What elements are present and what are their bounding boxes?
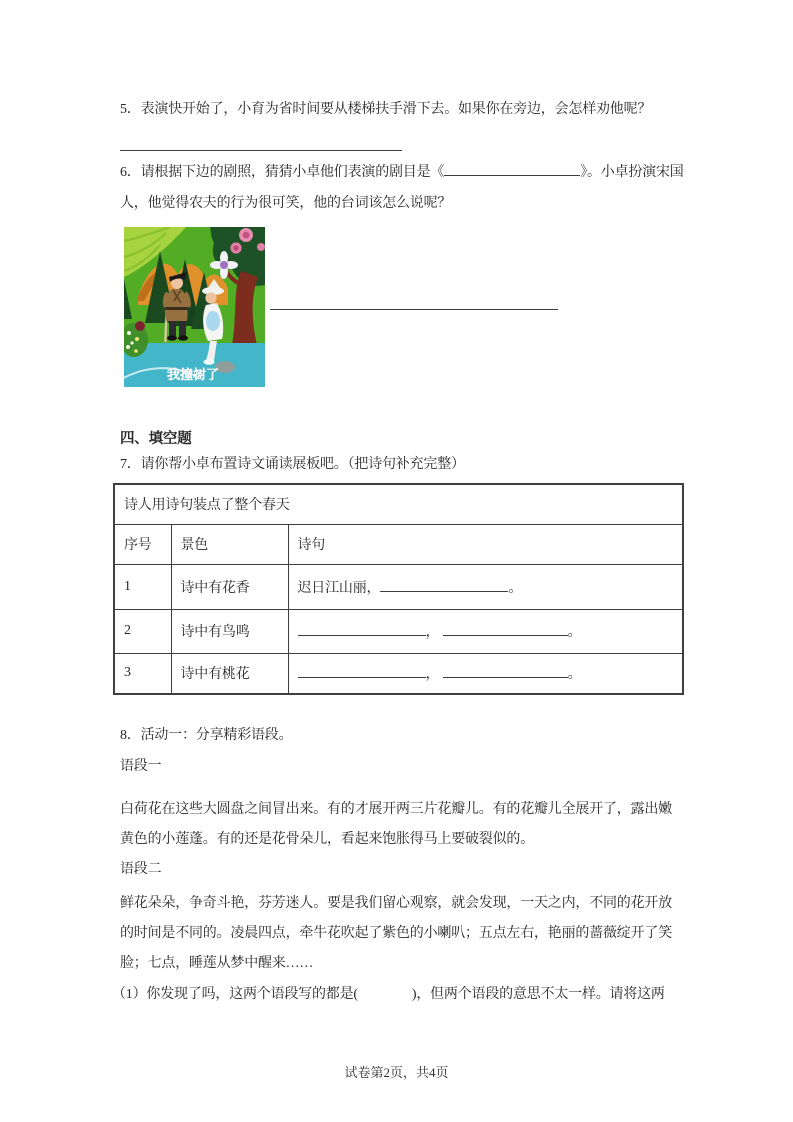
row-scene: 诗中有桃花 [171,653,288,694]
column-header-number: 序号 [114,524,171,564]
table-row [114,564,683,609]
row-verse: 迟日江山丽， 。 [288,564,683,609]
photo-caption: 我撞树了 [166,367,220,382]
table-caption-row [114,484,683,524]
passage-2-label: 语段二 [120,862,162,877]
row-number: 2 [114,609,171,653]
question-6-text [120,157,684,219]
row-number: 3 [114,653,171,694]
verse-blank [443,621,568,636]
drama-photo [124,227,265,387]
section-4-heading: 四、填空题 [120,431,192,447]
question-5-text: 5．表演快开始了，小育为省时间要从楼梯扶手滑下去。如果你在旁边，会怎样劝他呢？ [120,102,652,117]
question-8-title: 8．活动一：分享精彩语段。 [120,728,293,743]
table-row [114,653,683,694]
question-8-sub1: （1）你发现了吗，这两个语段写的都是( )，但两个语段的意思不太一样。请将这两 [112,987,665,1002]
table-row [114,609,683,653]
question-6-line2: 人，他觉得农夫的行为很可笑，他的台词该怎么说呢？ [120,196,452,211]
table-caption-cell: 诗人用诗句装点了整个春天 [114,484,683,524]
question-6-answer-line [270,309,558,310]
question-7-text: 7．请你帮小卓布置诗文诵读展板吧。（把诗句补充完整） [120,457,465,472]
verse-blank [380,577,508,592]
verse-blank [298,621,426,636]
column-header-scene: 景色 [171,524,288,564]
page-footer: 试卷第2页，共4页 [344,1065,449,1080]
verse-blank [298,663,426,678]
row-verse: ， 。 [288,609,683,653]
passage-1-label: 语段一 [120,759,162,774]
question-6-line1: 6．请根据下边的剧照，猜猜小卓他们表演的剧目是《 》。小卓扮演宋国 [120,157,680,188]
passage-2-text: 鲜花朵朵，争奇斗艳，芬芳迷人。要是我们留心观察，就会发现，一天之内，不同的花开放 的时间是不同的。凌晨四点，牵牛花吹起了紫色的小喇叭；五点左右，艳丽的蔷薇绽开了笑 脸；七点，睡莲从梦中醒来…… [120,896,672,971]
question-6-title-blank [444,161,580,176]
row-scene: 诗中有鸟鸣 [171,609,288,653]
verse-blank [443,663,568,678]
row-verse: ， 。 [288,653,683,694]
poem-table [113,483,684,695]
row-number: 1 [114,564,171,609]
column-header-verse: 诗句 [288,524,683,564]
question-5-answer-line [120,150,402,151]
table-header-row [114,524,683,564]
passage-1-text: 白荷花在这些大圆盘之间冒出来。有的才展开两三片花瓣儿。有的花瓣儿全展开了，露出嫩 黄色的小莲蓬。有的还是花骨朵儿，看起来饱胀得马上要破裂似的。 [120,802,672,847]
row-scene: 诗中有花香 [171,564,288,609]
